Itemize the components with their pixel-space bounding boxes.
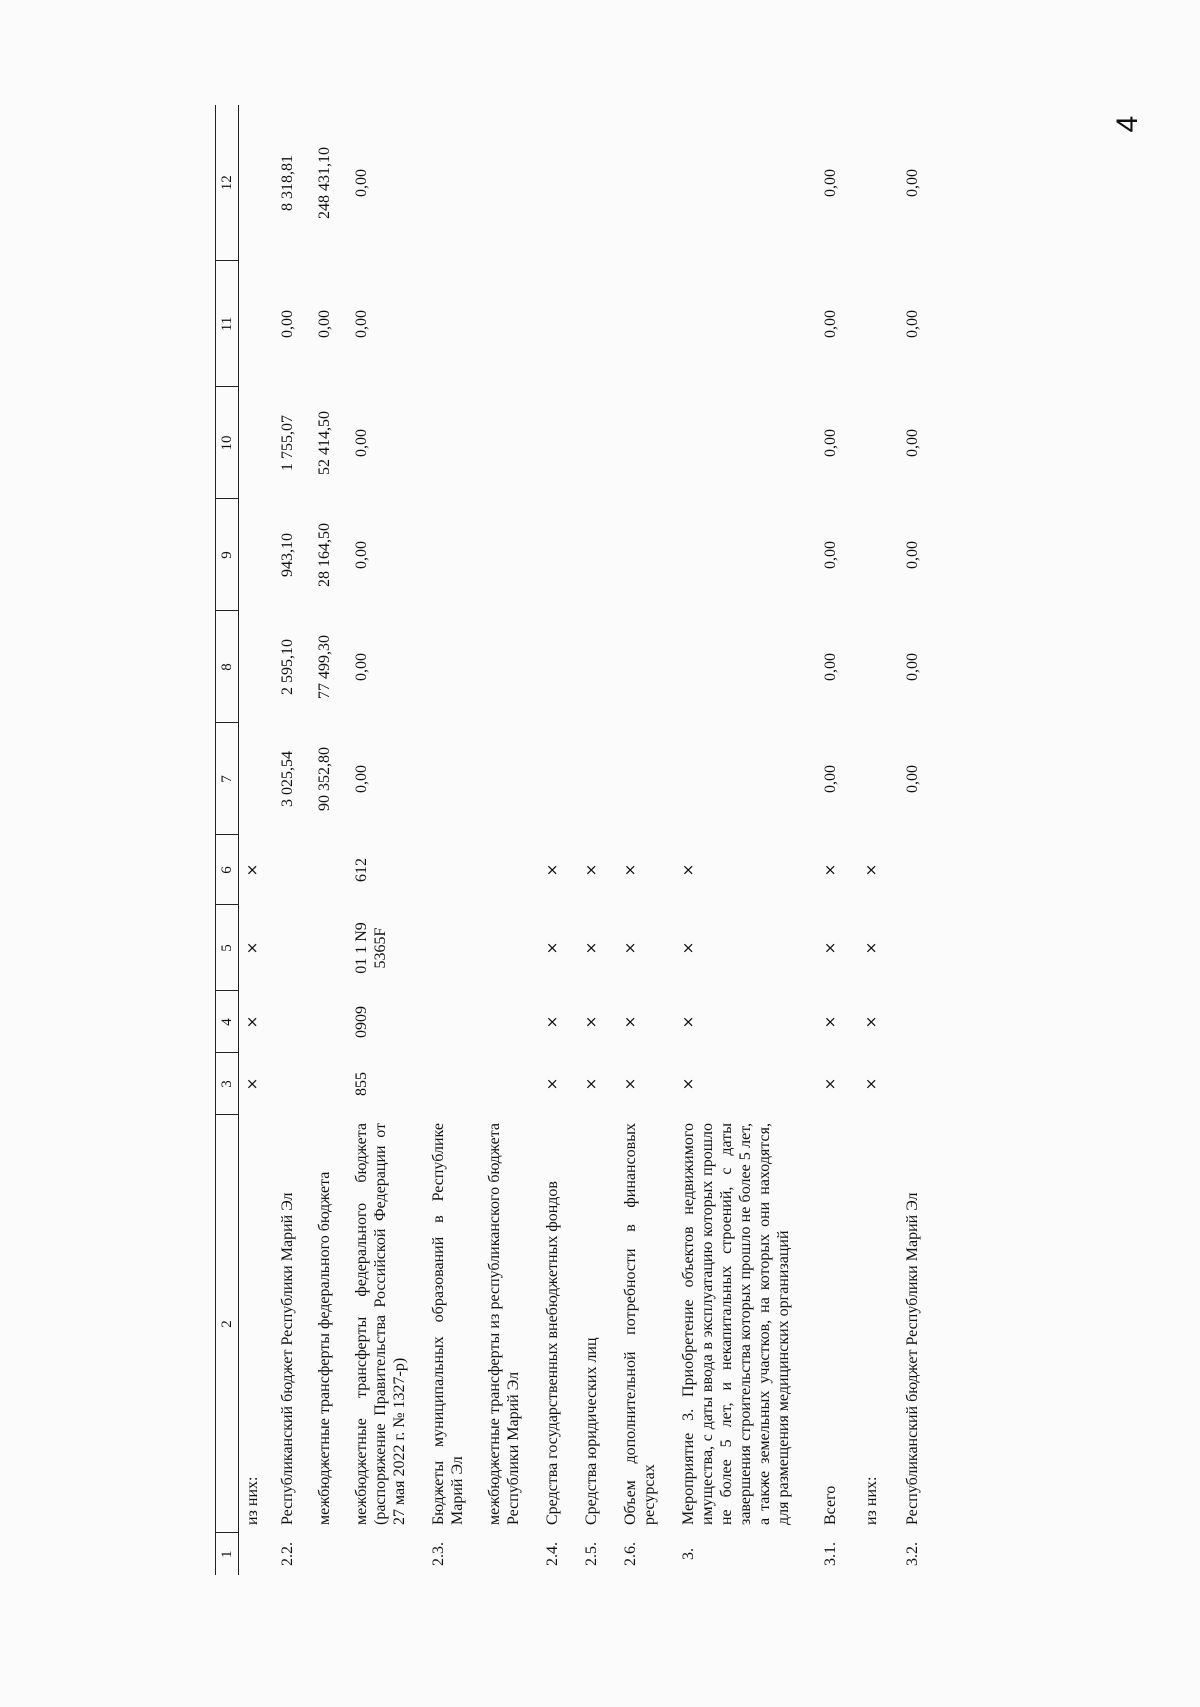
- code-cell-text: ×: [679, 1077, 697, 1091]
- amount-cell: [270, 723, 305, 835]
- amount-cell: [342, 723, 417, 835]
- row-name-text: Мероприятие 3. Приобретение объектов недвижимого имущества, с даты ввода в эксплуатацию которых прошло не более 5 лет, и некапитальных строений, с даты завершения строительства которых прошло не более 5 лет, а также земельных участков, на которых они находятся, для размещения медицинских организаций: [680, 1123, 792, 1525]
- col-header: 9: [216, 499, 239, 611]
- code-cell: [417, 835, 475, 905]
- code-cell-text: ×: [543, 1077, 561, 1091]
- code-cell: [342, 905, 417, 991]
- code-cell: [475, 905, 531, 991]
- code-cell: [848, 991, 889, 1053]
- code-cell: [889, 835, 930, 905]
- row-name: [417, 1115, 475, 1533]
- amount-cell: [848, 105, 889, 261]
- table-row: [570, 105, 609, 1575]
- amount-cell: [305, 105, 342, 261]
- col-header: 5: [216, 905, 239, 991]
- code-cell: [570, 1053, 609, 1115]
- amount-cell-text: 0,00: [822, 310, 839, 338]
- amount-cell: [848, 387, 889, 499]
- amount-cell: [417, 723, 475, 835]
- table-row: [667, 105, 801, 1575]
- code-cell: [848, 905, 889, 991]
- row-name-text: из них:: [244, 1476, 261, 1525]
- amount-cell: [305, 611, 342, 723]
- row-name-text: Объем дополнительной потребности в финансовых ресурсах: [622, 1123, 658, 1525]
- code-cell: [270, 835, 305, 905]
- amount-cell-text: 52 414,50: [316, 411, 333, 475]
- amount-cell-text: 0,00: [822, 541, 839, 569]
- row-name: [239, 1115, 271, 1533]
- row-name-text: Республиканский бюджет Республики Марий Эл: [279, 1192, 296, 1525]
- code-cell: [531, 905, 570, 991]
- amount-cell: [570, 105, 609, 261]
- table-row: [531, 105, 570, 1575]
- amount-cell: [848, 261, 889, 387]
- row-number-text: 3.1.: [822, 1542, 839, 1566]
- row-name: [609, 1115, 667, 1533]
- amount-cell-text: 1 755,07: [279, 415, 296, 471]
- table-row: [270, 105, 305, 1575]
- code-cell: [342, 835, 417, 905]
- code-cell: [342, 991, 417, 1053]
- amount-cell: [570, 611, 609, 723]
- row-number: [417, 1533, 475, 1575]
- code-cell: [239, 835, 271, 905]
- row-number-text: 2.4.: [544, 1542, 561, 1566]
- amount-cell: [475, 261, 531, 387]
- code-cell: [239, 905, 271, 991]
- code-cell: [270, 905, 305, 991]
- col-header: 3: [216, 1053, 239, 1115]
- table-row: [801, 105, 848, 1575]
- row-number: [848, 1533, 889, 1575]
- amount-cell-text: 0,00: [822, 653, 839, 681]
- amount-cell: [801, 499, 848, 611]
- amount-cell-text: 943,10: [279, 533, 296, 577]
- row-number: [889, 1533, 930, 1575]
- code-cell: [475, 991, 531, 1053]
- amount-cell-text: 0,00: [353, 653, 370, 681]
- amount-cell: [239, 611, 271, 723]
- code-cell: [531, 991, 570, 1053]
- code-cell-text: ×: [679, 1015, 697, 1029]
- amount-cell: [475, 723, 531, 835]
- amount-cell: [801, 105, 848, 261]
- amount-cell-text: 0,00: [822, 169, 839, 197]
- amount-cell: [889, 723, 930, 835]
- amount-cell: [417, 105, 475, 261]
- amount-cell: [570, 261, 609, 387]
- table-row: [889, 105, 930, 1575]
- row-name-text: межбюджетные трансферты федерального бюджета (распоряжение Правительства Российской Федерации от 27 мая 2022 г. № 1327-р): [353, 1123, 408, 1525]
- amount-cell: [531, 261, 570, 387]
- row-name-text: из них:: [863, 1476, 880, 1525]
- col-header: 12: [216, 105, 239, 261]
- code-cell: [342, 1053, 417, 1115]
- amount-cell: [667, 261, 801, 387]
- amount-cell: [889, 611, 930, 723]
- code-cell: [270, 1053, 305, 1115]
- amount-cell: [889, 499, 930, 611]
- amount-cell: [667, 723, 801, 835]
- code-cell-text: ×: [243, 941, 261, 955]
- amount-cell: [801, 723, 848, 835]
- amount-cell: [475, 611, 531, 723]
- code-cell: [475, 1053, 531, 1115]
- code-cell-text: 855: [353, 1072, 370, 1096]
- code-cell-text: 612: [353, 858, 370, 882]
- amount-cell-text: 8 318,81: [279, 155, 296, 211]
- code-cell-text: ×: [862, 1015, 880, 1029]
- code-cell: [270, 991, 305, 1053]
- table-row: [609, 105, 667, 1575]
- amount-cell: [848, 611, 889, 723]
- code-cell-text: ×: [821, 941, 839, 955]
- amount-cell: [531, 611, 570, 723]
- code-cell: [305, 1053, 342, 1115]
- code-cell: [848, 1053, 889, 1115]
- amount-cell: [417, 387, 475, 499]
- amount-cell: [475, 499, 531, 611]
- amount-cell: [889, 261, 930, 387]
- amount-cell: [570, 723, 609, 835]
- row-name: [667, 1115, 801, 1533]
- row-number-text: 2.3.: [430, 1542, 447, 1566]
- code-cell-text: ×: [582, 1015, 600, 1029]
- amount-cell: [305, 723, 342, 835]
- amount-cell: [305, 261, 342, 387]
- code-cell: [801, 991, 848, 1053]
- code-cell-text: ×: [862, 1077, 880, 1091]
- amount-cell: [609, 611, 667, 723]
- amount-cell: [801, 611, 848, 723]
- code-cell-text: ×: [621, 1077, 639, 1091]
- code-cell-text: ×: [243, 1077, 261, 1091]
- row-name: [270, 1115, 305, 1533]
- code-cell-text: ×: [621, 863, 639, 877]
- amount-cell: [609, 723, 667, 835]
- amount-cell: [848, 499, 889, 611]
- table-row: [305, 105, 342, 1575]
- row-name-text: Средства юридических лиц: [583, 1337, 600, 1525]
- row-number: [570, 1533, 609, 1575]
- amount-cell-text: 0,00: [353, 541, 370, 569]
- code-cell: [848, 835, 889, 905]
- code-cell-text: ×: [582, 863, 600, 877]
- amount-cell-text: 77 499,30: [316, 635, 333, 699]
- code-cell: [609, 905, 667, 991]
- row-number: [239, 1533, 271, 1575]
- row-number: [475, 1533, 531, 1575]
- row-name-text: Бюджеты муниципальных образований в Республике Марий Эл: [430, 1123, 466, 1525]
- col-header: 10: [216, 387, 239, 499]
- amount-cell: [609, 105, 667, 261]
- amount-cell: [667, 611, 801, 723]
- amount-cell: [570, 499, 609, 611]
- row-name-text: межбюджетные трансферты из республиканского бюджета Республики Марий Эл: [486, 1123, 522, 1525]
- amount-cell: [342, 105, 417, 261]
- amount-cell: [531, 387, 570, 499]
- row-number: [801, 1533, 848, 1575]
- row-name-text: Средства государственных внебюджетных фондов: [544, 1181, 561, 1525]
- amount-cell-text: 0,00: [904, 765, 921, 793]
- amount-cell: [667, 387, 801, 499]
- amount-cell-text: 0,00: [279, 310, 296, 338]
- code-cell: [609, 1053, 667, 1115]
- code-cell: [667, 905, 801, 991]
- amount-cell-text: 0,00: [316, 310, 333, 338]
- amount-cell-text: 248 431,10: [316, 147, 333, 219]
- amount-cell: [570, 387, 609, 499]
- code-cell-text: ×: [621, 941, 639, 955]
- row-name: [801, 1115, 848, 1533]
- amount-cell: [270, 499, 305, 611]
- amount-cell-text: 28 164,50: [316, 523, 333, 587]
- amount-cell-text: 0,00: [904, 429, 921, 457]
- row-number-text: 2.2.: [279, 1542, 296, 1566]
- amount-cell: [239, 261, 271, 387]
- amount-cell: [848, 723, 889, 835]
- amount-cell: [531, 723, 570, 835]
- code-cell-text: ×: [862, 941, 880, 955]
- amount-cell-text: 0,00: [904, 169, 921, 197]
- amount-cell: [270, 261, 305, 387]
- rotated-table-container: [215, 105, 1065, 1575]
- table-row: [239, 105, 271, 1575]
- row-number: [667, 1533, 801, 1575]
- amount-cell-text: 0,00: [822, 429, 839, 457]
- row-number: [531, 1533, 570, 1575]
- code-cell: [609, 991, 667, 1053]
- row-number: [305, 1533, 342, 1575]
- amount-cell: [531, 105, 570, 261]
- code-cell: [531, 835, 570, 905]
- code-cell: [305, 991, 342, 1053]
- amount-cell: [531, 499, 570, 611]
- row-name: [531, 1115, 570, 1533]
- code-cell: [239, 1053, 271, 1115]
- row-name: [475, 1115, 531, 1533]
- code-cell-text: ×: [543, 941, 561, 955]
- row-name: [305, 1115, 342, 1533]
- amount-cell-text: 0,00: [353, 765, 370, 793]
- code-cell: [475, 835, 531, 905]
- code-cell: [417, 991, 475, 1053]
- row-number-text: 3.2.: [904, 1542, 921, 1566]
- code-cell-text: ×: [582, 941, 600, 955]
- amount-cell: [270, 105, 305, 261]
- code-cell: [801, 1053, 848, 1115]
- amount-cell: [889, 105, 930, 261]
- table-row: [342, 105, 417, 1575]
- code-cell: [801, 905, 848, 991]
- amount-cell: [475, 105, 531, 261]
- code-cell: [667, 835, 801, 905]
- row-name-text: Республиканский бюджет Республики Марий Эл: [904, 1192, 921, 1525]
- col-header: 7: [216, 723, 239, 835]
- code-cell: [667, 1053, 801, 1115]
- code-cell: [570, 905, 609, 991]
- code-cell-text: ×: [543, 1015, 561, 1029]
- code-cell: [889, 991, 930, 1053]
- table-row: [417, 105, 475, 1575]
- code-cell: [305, 905, 342, 991]
- col-header: 8: [216, 611, 239, 723]
- code-cell: [667, 991, 801, 1053]
- row-number-text: 2.6.: [622, 1542, 639, 1566]
- code-cell: [609, 835, 667, 905]
- amount-cell-text: 3 025,54: [279, 751, 296, 807]
- code-cell-text: ×: [679, 941, 697, 955]
- amount-cell: [889, 387, 930, 499]
- amount-cell: [609, 261, 667, 387]
- amount-cell-text: 0,00: [904, 653, 921, 681]
- amount-cell-text: 0,00: [904, 541, 921, 569]
- code-cell: [417, 905, 475, 991]
- amount-cell-text: 90 352,80: [316, 747, 333, 811]
- table-row: [475, 105, 531, 1575]
- row-number: [609, 1533, 667, 1575]
- code-cell: [417, 1053, 475, 1115]
- code-cell-text: ×: [821, 863, 839, 877]
- table-body: [239, 105, 931, 1575]
- amount-cell: [801, 387, 848, 499]
- code-cell-text: ×: [243, 863, 261, 877]
- page-number: 4: [1111, 115, 1144, 133]
- amount-cell: [609, 387, 667, 499]
- amount-cell: [342, 387, 417, 499]
- row-number: [270, 1533, 305, 1575]
- code-cell: [889, 905, 930, 991]
- header-row: [216, 105, 239, 1575]
- amount-cell: [667, 105, 801, 261]
- amount-cell: [270, 611, 305, 723]
- code-cell: [239, 991, 271, 1053]
- amount-cell-text: 0,00: [353, 429, 370, 457]
- amount-cell: [342, 611, 417, 723]
- amount-cell: [239, 387, 271, 499]
- row-name-text: межбюджетные трансферты федерального бюджета: [316, 1171, 333, 1525]
- amount-cell: [417, 261, 475, 387]
- code-cell: [889, 1053, 930, 1115]
- code-cell-text: 0909: [353, 1006, 370, 1038]
- code-cell-text: ×: [621, 1015, 639, 1029]
- amount-cell: [239, 723, 271, 835]
- row-name: [570, 1115, 609, 1533]
- amount-cell: [475, 387, 531, 499]
- row-number-text: 2.5.: [583, 1542, 600, 1566]
- code-cell-text: ×: [821, 1015, 839, 1029]
- amount-cell: [667, 499, 801, 611]
- amount-cell: [417, 499, 475, 611]
- row-number-text: 3.: [680, 1548, 697, 1560]
- amount-cell: [239, 499, 271, 611]
- amount-cell-text: 0,00: [822, 765, 839, 793]
- row-name: [848, 1115, 889, 1533]
- code-cell: [305, 835, 342, 905]
- code-cell-text: ×: [821, 1077, 839, 1091]
- amount-cell-text: 0,00: [353, 169, 370, 197]
- amount-cell: [305, 387, 342, 499]
- amount-cell: [801, 261, 848, 387]
- row-number: [342, 1533, 417, 1575]
- budget-table: [215, 105, 930, 1575]
- code-cell-text: ×: [582, 1077, 600, 1091]
- code-cell: [570, 991, 609, 1053]
- amount-cell: [305, 499, 342, 611]
- col-header: 1: [216, 1533, 239, 1575]
- amount-cell-text: 2 595,10: [279, 639, 296, 695]
- amount-cell-text: 0,00: [904, 310, 921, 338]
- code-cell: [531, 1053, 570, 1115]
- amount-cell: [342, 499, 417, 611]
- row-name: [889, 1115, 930, 1533]
- row-name: [342, 1115, 417, 1533]
- code-cell: [570, 835, 609, 905]
- col-header: 6: [216, 835, 239, 905]
- code-cell-text: ×: [862, 863, 880, 877]
- amount-cell: [270, 387, 305, 499]
- col-header: 2: [216, 1115, 239, 1533]
- col-header: 4: [216, 991, 239, 1053]
- amount-cell-text: 0,00: [353, 310, 370, 338]
- row-name-text: Всего: [822, 1485, 839, 1525]
- code-cell: [801, 835, 848, 905]
- amount-cell: [342, 261, 417, 387]
- amount-cell: [417, 611, 475, 723]
- amount-cell: [239, 105, 271, 261]
- code-cell-text: ×: [543, 863, 561, 877]
- code-cell-text: ×: [679, 863, 697, 877]
- code-cell-text: 01 1 N9 5365F: [353, 922, 389, 974]
- table-row: [848, 105, 889, 1575]
- amount-cell: [609, 499, 667, 611]
- col-header: 11: [216, 261, 239, 387]
- code-cell-text: ×: [243, 1015, 261, 1029]
